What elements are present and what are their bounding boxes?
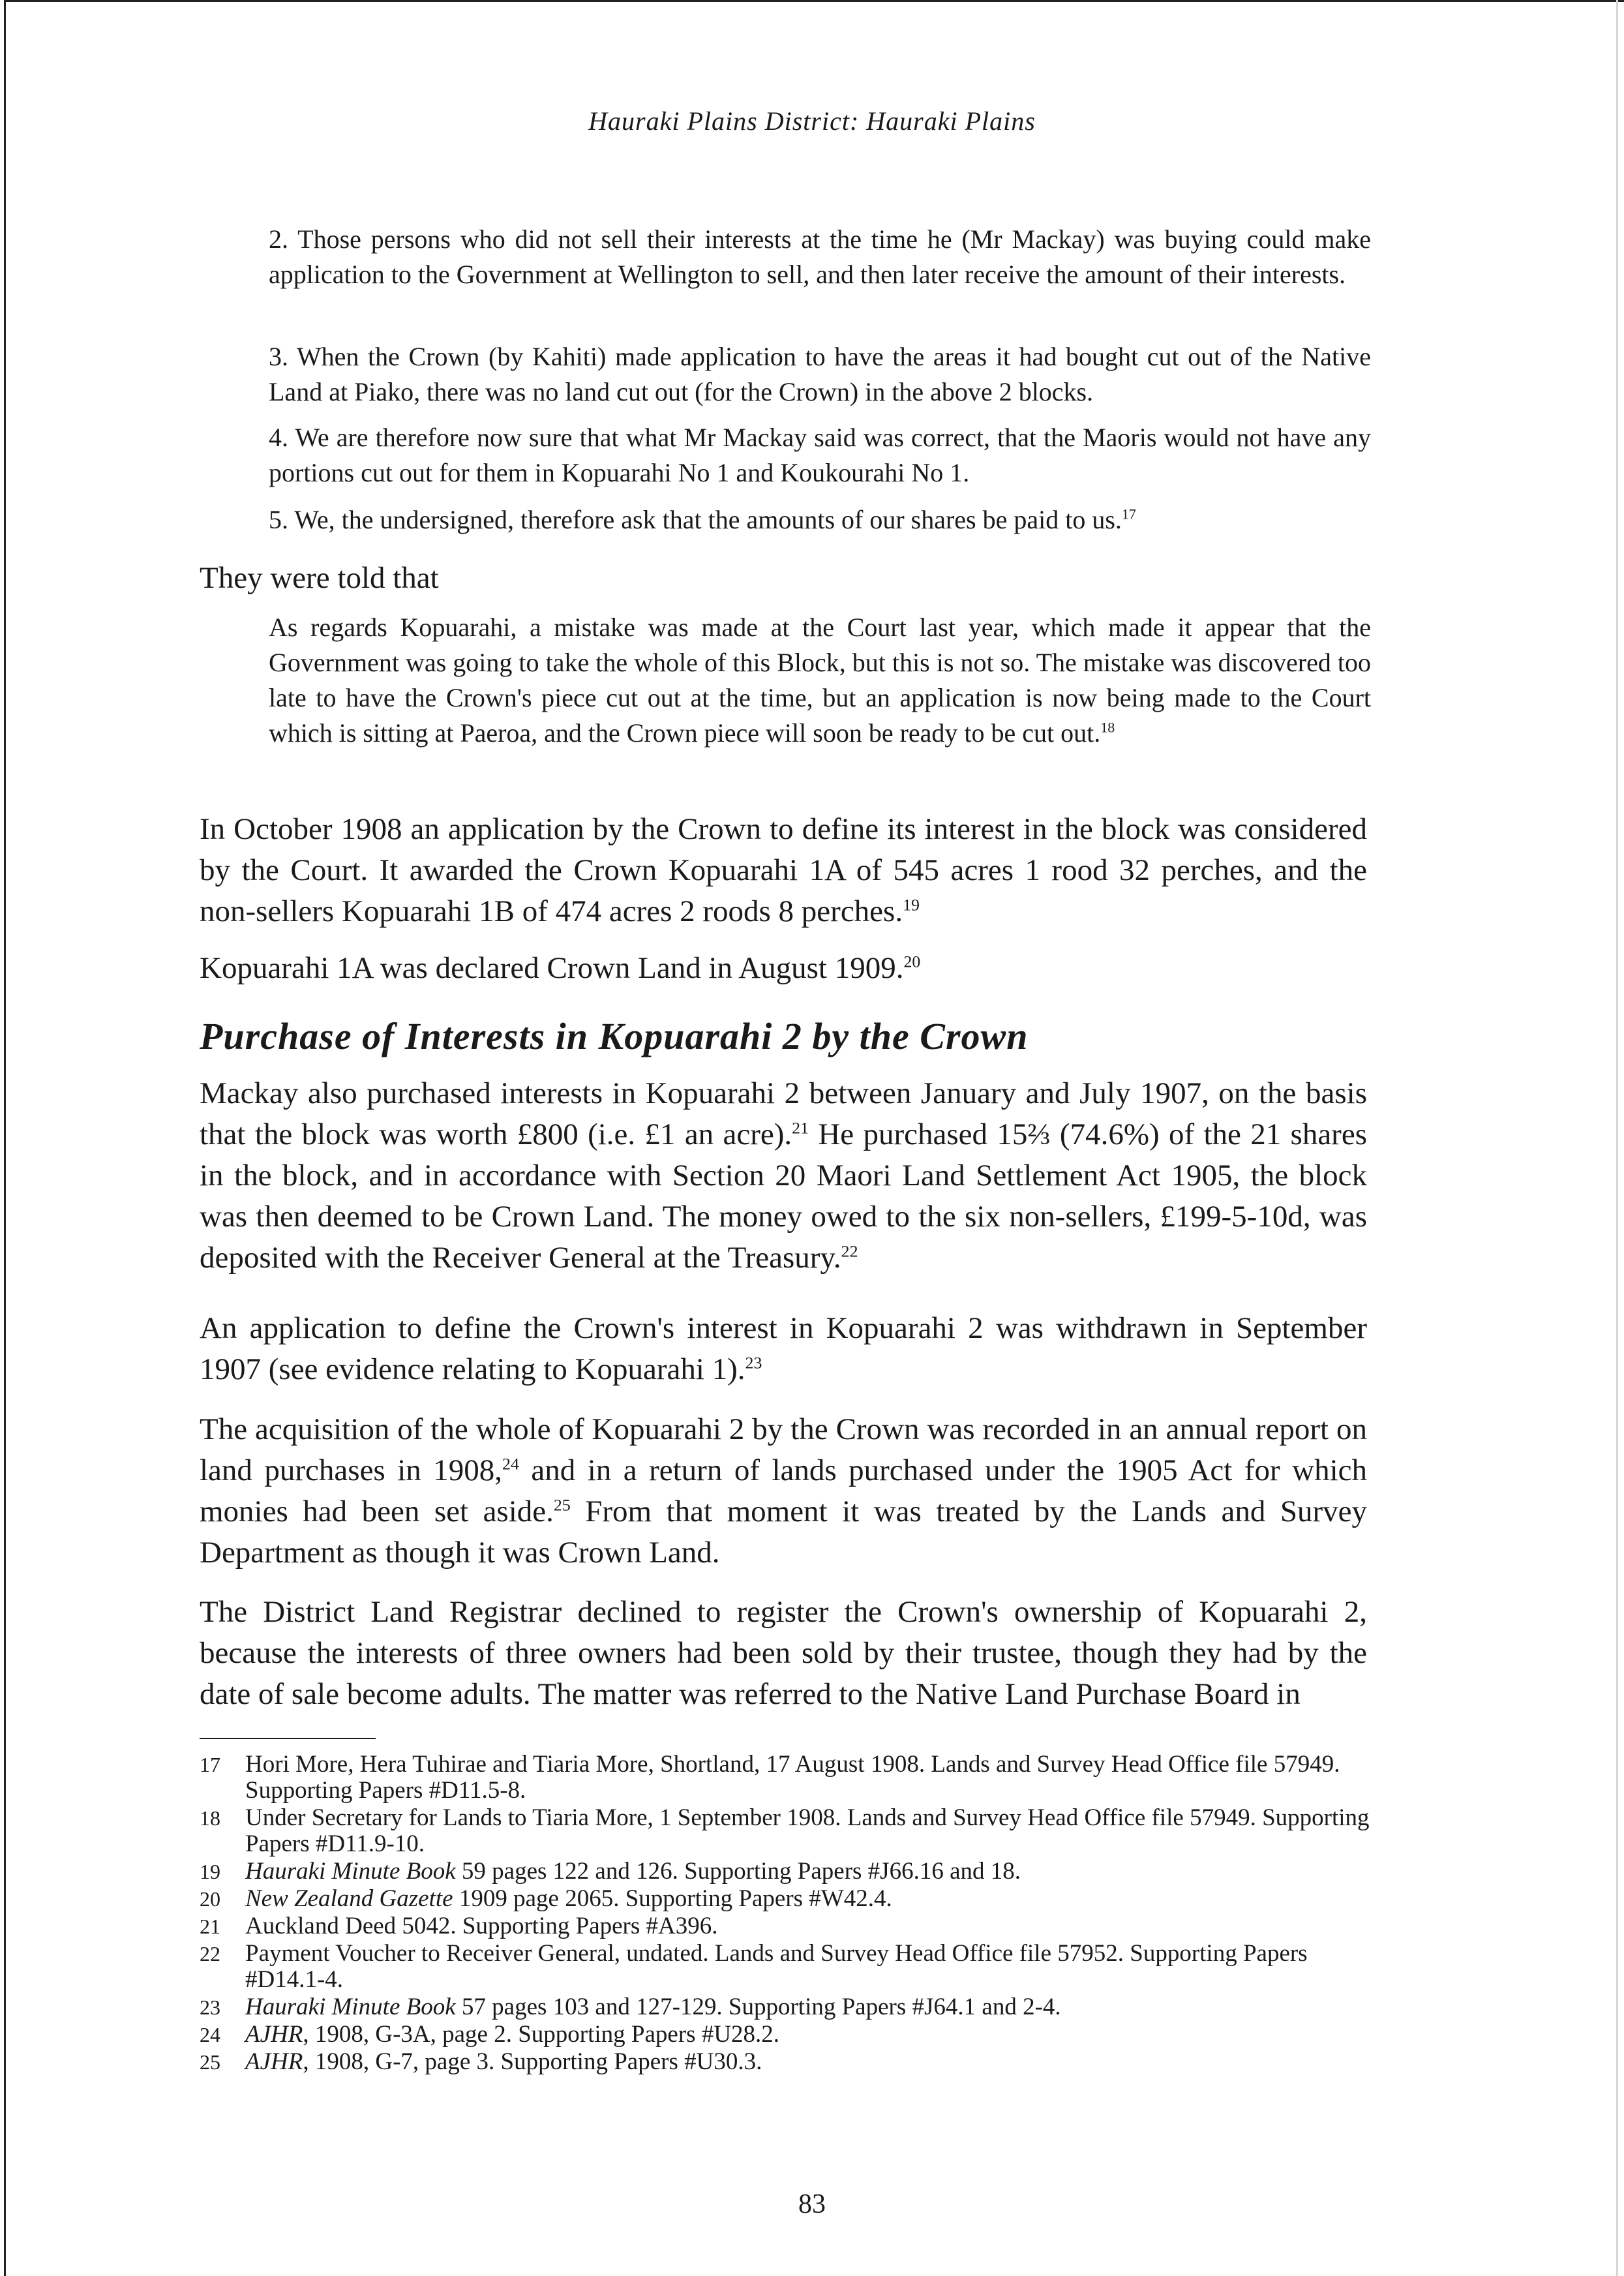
paragraph-october	[200, 809, 1367, 932]
page-number: 83	[798, 2189, 826, 2219]
paragraph-acquisition-part3: From that moment it was treated by the Lands and Survey Department as though it was Crown Land.	[200, 1495, 1367, 1570]
paragraph-declared	[200, 948, 1367, 989]
footnote-number: 21	[200, 1915, 220, 1938]
footnote-text: 1909 page 2065. Supporting Papers #W42.4.	[453, 1885, 892, 1912]
footnote-18	[200, 1805, 1374, 1857]
footnote-italic: Hauraki Minute Book	[245, 1994, 456, 2020]
paragraph-acquisition	[200, 1409, 1367, 1573]
footnote-ref-18: 18	[1100, 719, 1115, 736]
footnote-text: , 1908, G-7, page 3. Supporting Papers #U30.3.	[303, 2048, 762, 2075]
footnote-ref-21: 21	[792, 1118, 809, 1138]
footnote-number: 20	[200, 1887, 220, 1911]
footnote-ref-24: 24	[502, 1454, 519, 1474]
footnote-italic: New Zealand Gazette	[245, 1885, 453, 1912]
footnote-text: Under Secretary for Lands to Tiaria More, 1 September 1908. Lands and Survey Head Office file 57949. Supporting Papers #D11.9-10.	[245, 1804, 1370, 1857]
footnote-number: 25	[200, 2050, 220, 2074]
footnote-number: 18	[200, 1806, 220, 1830]
footnote-italic: Hauraki Minute Book	[245, 1858, 456, 1885]
footnote-23	[200, 1994, 1374, 2020]
footnote-19	[200, 1859, 1374, 1885]
paragraph-application-text: An application to define the Crown's interest in Kopuarahi 2 was withdrawn in September 1907 (see evidence relating to Kopuarahi 1).	[200, 1311, 1367, 1386]
page-border-top	[4, 0, 1624, 2]
footnote-italic: AJHR	[245, 2021, 303, 2048]
footnote-24	[200, 2022, 1374, 2048]
paragraph-mackay-part1: Mackay also purchased interests in Kopuarahi 2 between January and July 1907, on the basis that the block was worth £800 (i.e. £1 an acre).	[200, 1076, 1367, 1151]
list-quote-item-2: 2. Those persons who did not sell their interests at the time he (Mr Mackay) was buying could make application to the Government at Wellington to sell, and then later receive the amount of their interests.	[269, 224, 1371, 289]
paragraph-acquisition-part2: and in a return of lands purchased under the 1905 Act for which monies had been set aside.	[200, 1453, 1367, 1528]
footnote-ref-23: 23	[745, 1353, 762, 1373]
list-quote-item-3: 3. When the Crown (by Kahiti) made application to have the areas it had bought cut out of the Native Land at Piako, there was no land cut out (for the Crown) in the above 2 blocks.	[269, 342, 1371, 406]
footnote-ref-19: 19	[903, 895, 920, 915]
footnote-20	[200, 1886, 1374, 1912]
paragraph-mackay	[200, 1073, 1367, 1279]
block-quote-text: As regards Kopuarahi, a mistake was made at the Court last year, which made it appear that the Government was going to take the whole of this Block, but this is not so. The mistake was discovered too late to have the Crown's piece cut out at the time, but an application is now being made to the Court which is sitting at Paeroa, and the Crown piece will soon be ready to be cut out.	[269, 613, 1371, 748]
footnotes	[200, 1752, 1374, 2076]
footnote-number: 22	[200, 1942, 220, 1965]
section-heading: Purchase of Interests in Kopuarahi 2 by the Crown	[200, 1015, 1029, 1057]
footnote-number: 24	[200, 2023, 220, 2046]
footnote-ref-25: 25	[553, 1495, 571, 1515]
footnote-italic: AJHR	[245, 2048, 303, 2075]
running-header: Hauraki Plains District: Hauraki Plains	[588, 106, 1036, 136]
footnote-ref-17: 17	[1121, 506, 1136, 523]
footnote-text: Auckland Deed 5042. Supporting Papers #A396.	[245, 1913, 718, 1939]
block-quote	[269, 610, 1371, 751]
footnote-17	[200, 1752, 1374, 1804]
footnote-text: Payment Voucher to Receiver General, undated. Lands and Survey Head Office file 57952. Supporting Papers #D14.1-4.	[245, 1940, 1308, 1993]
page-border-right	[1616, 0, 1618, 2276]
paragraph-mackay-part2: He purchased 15⅔ (74.6%) of the 21 shares in the block, and in accordance with Section 20 Maori Land Settlement Act 1905, the block was then deemed to be Crown Land. The money owed to the six non-sellers, £199-5-10d, was deposited with the Receiver General at the Treasury.	[200, 1117, 1367, 1275]
paragraph-application	[200, 1308, 1367, 1390]
footnote-text: , 1908, G-3A, page 2. Supporting Papers #U28.2.	[303, 2021, 780, 2048]
footnote-21	[200, 1913, 1374, 1939]
footnote-text: Hori More, Hera Tuhirae and Tiaria More, Shortland, 17 August 1908. Lands and Survey Head Office file 57949. Supporting Papers #D11.5-8.	[245, 1751, 1340, 1804]
list-quote-item-4: 4. We are therefore now sure that what Mr Mackay said was correct, that the Maoris would not have any portions cut out for them in Kopuarahi No 1 and Koukourahi No 1.	[269, 423, 1371, 487]
footnote-22	[200, 1941, 1374, 1993]
list-quote-item-5	[269, 502, 1371, 538]
paragraph-registrar: The District Land Registrar declined to register the Crown's ownership of Kopuarahi 2, because the interests of three owners had been sold by their trustee, though they had by the date of sale become adults. The matter was referred to the Native Land Purchase Board in	[200, 1595, 1367, 1711]
footnote-text: 59 pages 122 and 126. Supporting Papers #J66.16 and 18.	[455, 1858, 1021, 1885]
footnote-ref-22: 22	[841, 1241, 858, 1261]
footnote-divider	[200, 1738, 376, 1739]
page-border-left	[4, 0, 6, 2276]
footnote-25	[200, 2049, 1374, 2075]
footnote-number: 17	[200, 1753, 220, 1776]
paragraph-acquisition-part1: The acquisition of the whole of Kopuarahi 2 by the Crown was recorded in an annual report on land purchases in 1908,	[200, 1412, 1367, 1487]
paragraph-october-text: In October 1908 an application by the Crown to define its interest in the block was considered by the Court. It awarded the Crown Kopuarahi 1A of 545 acres 1 rood 32 perches, and the non-sellers Kopuarahi 1B of 474 acres 2 roods 8 perches.	[200, 812, 1367, 928]
item5-text: 5. We, the undersigned, therefore ask that the amounts of our shares be paid to us.	[269, 505, 1122, 534]
footnote-text: 57 pages 103 and 127-129. Supporting Papers #J64.1 and 2-4.	[455, 1994, 1061, 2020]
footnote-number: 23	[200, 1995, 220, 2019]
footnote-number: 19	[200, 1860, 220, 1883]
told-line: They were told that	[200, 561, 439, 595]
footnote-ref-20: 20	[903, 952, 921, 971]
paragraph-declared-text: Kopuarahi 1A was declared Crown Land in August 1909.	[200, 951, 904, 985]
